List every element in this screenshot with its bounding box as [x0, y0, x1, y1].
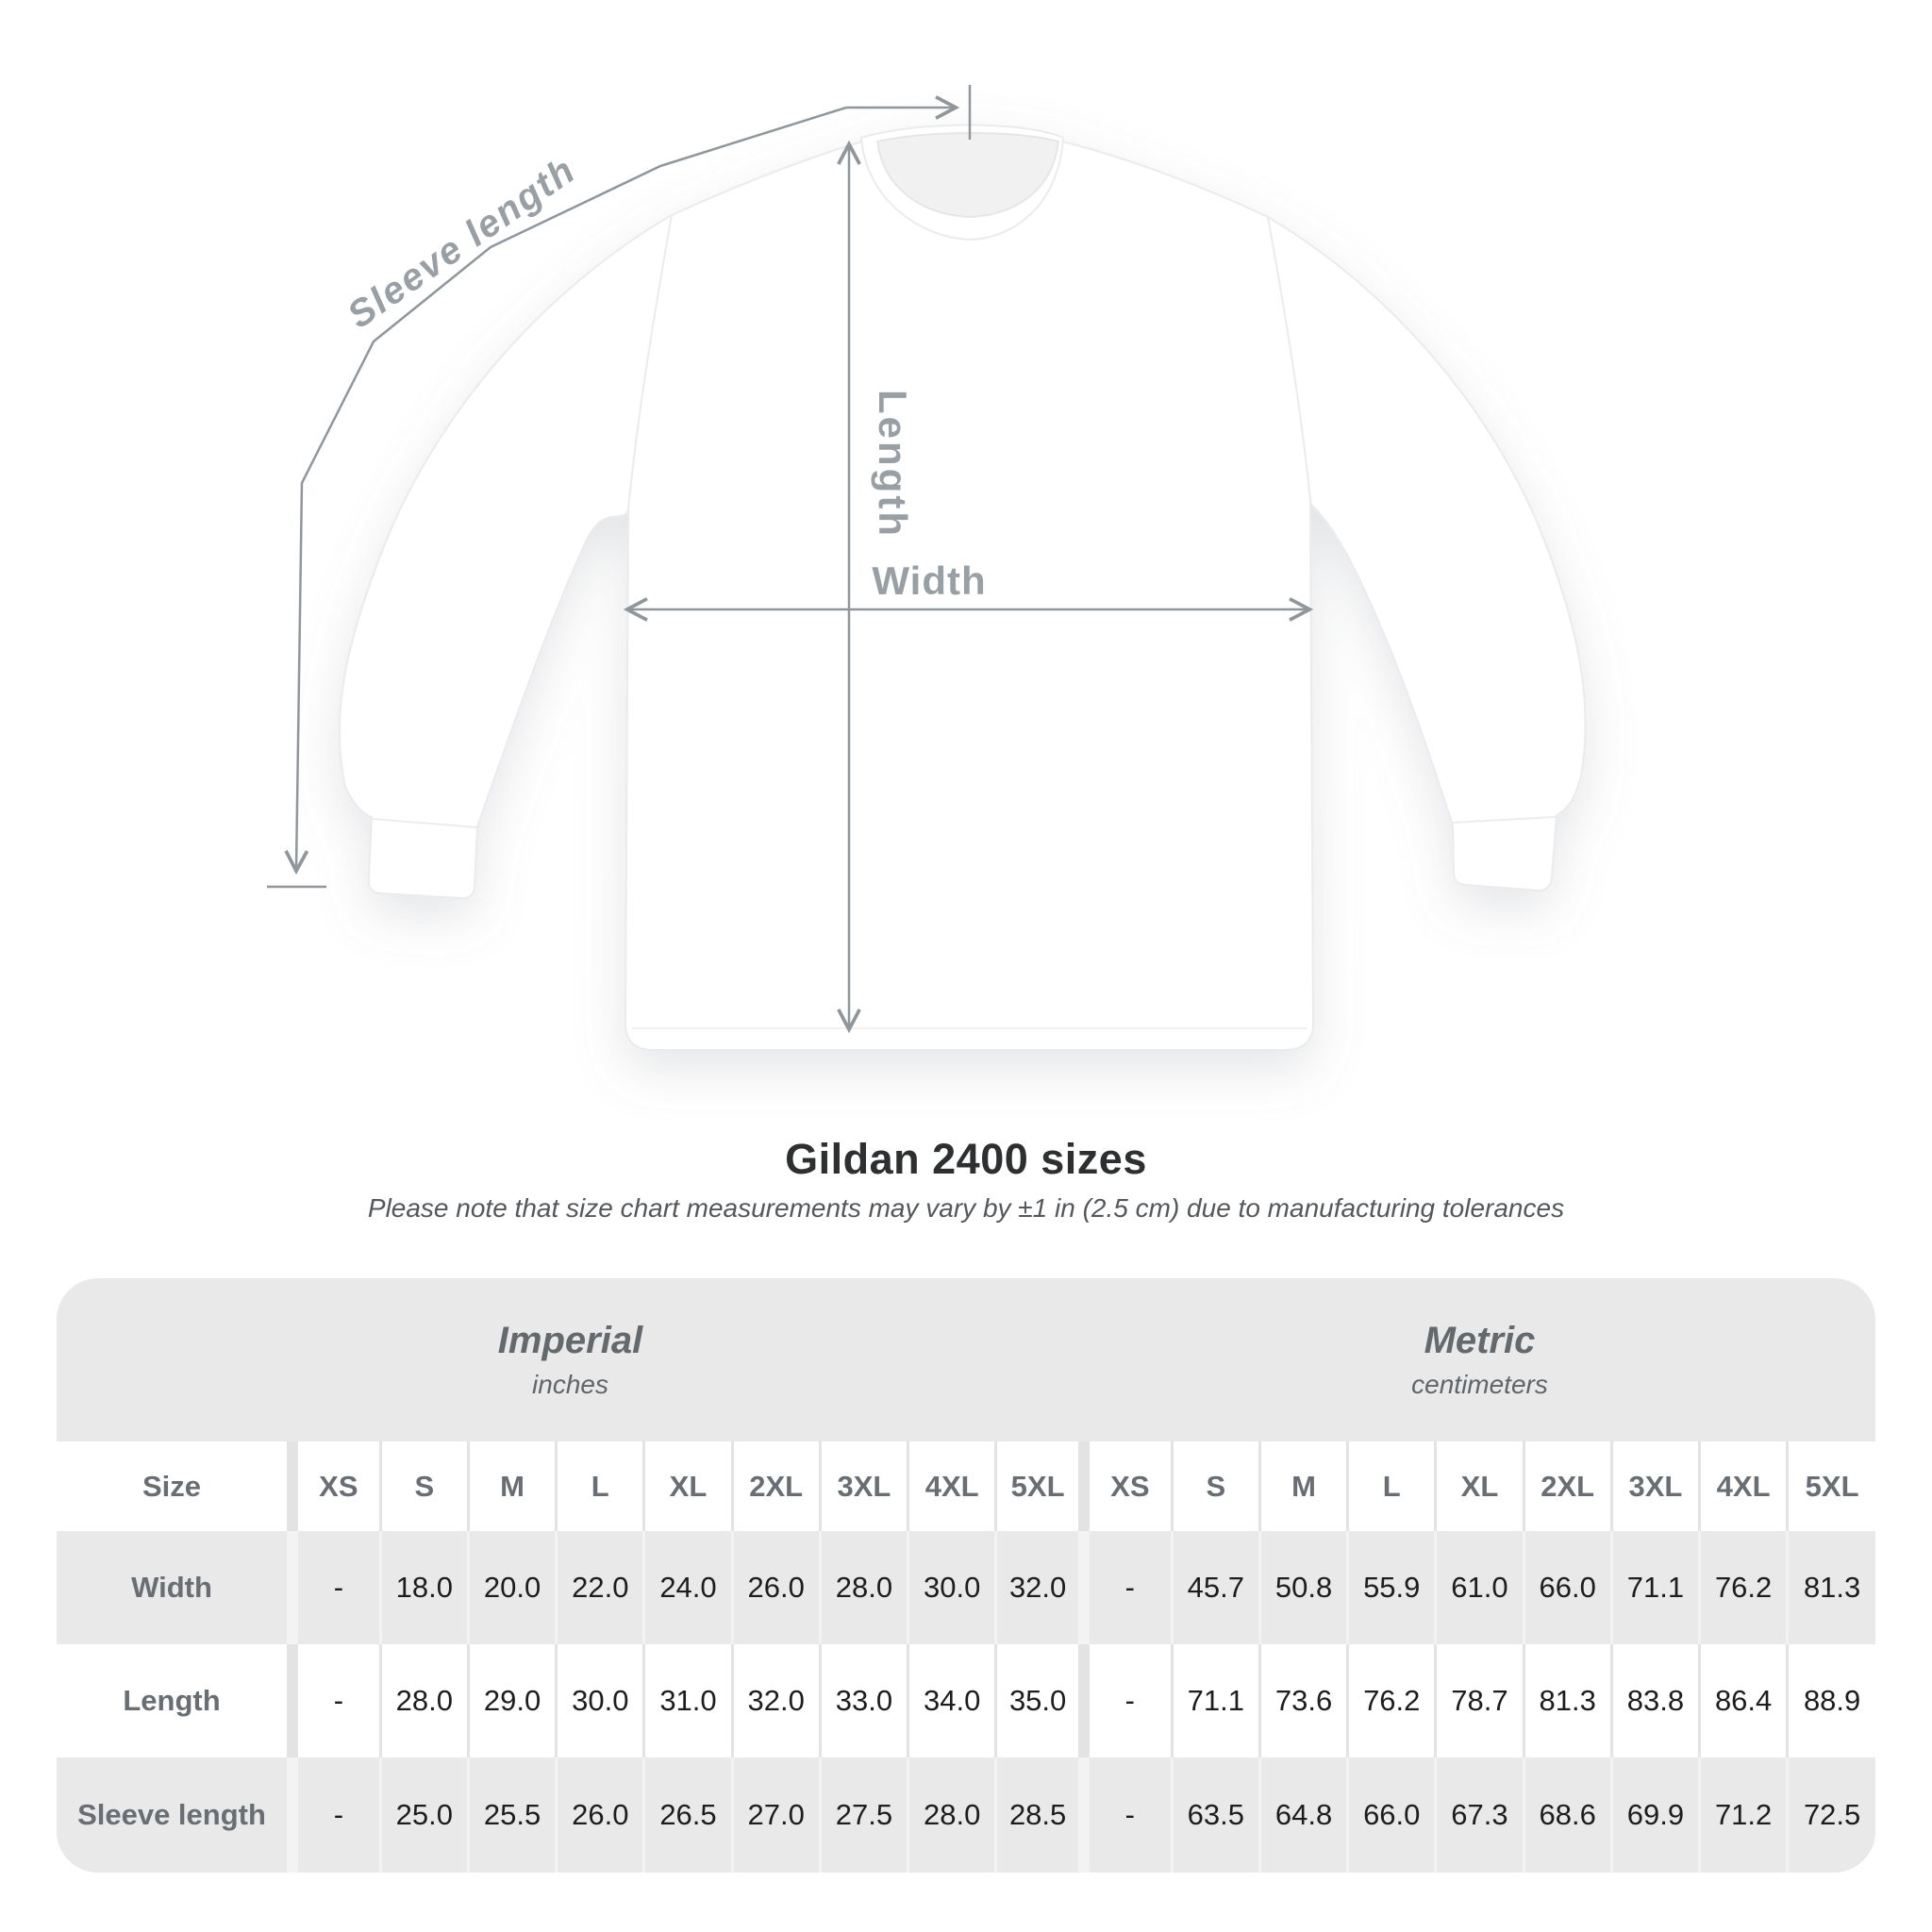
value-cell-metric: -: [1084, 1531, 1172, 1644]
unit-group-header: [57, 1278, 1875, 1441]
col-header-imperial-xs: XS: [292, 1441, 380, 1531]
value-cell-imperial: 31.0: [644, 1644, 732, 1757]
col-header-imperial-m: M: [468, 1441, 556, 1531]
value-cell-imperial: 28.0: [820, 1531, 908, 1644]
metric-group-label: Metric: [1424, 1320, 1536, 1361]
value-cell-imperial: 29.0: [468, 1644, 556, 1757]
value-cell-metric: 67.3: [1436, 1757, 1524, 1873]
imperial-group-header: [57, 1278, 1084, 1441]
imperial-group-label: Imperial: [497, 1320, 643, 1361]
sleeve-length-label: Sleeve length: [340, 148, 584, 337]
value-cell-metric: 45.7: [1172, 1531, 1259, 1644]
page-subtitle: Please note that size chart measurements may vary by ±1 in (2.5 cm) due to manufacturing tolerances: [367, 1193, 1565, 1223]
value-cell-imperial: 35.0: [996, 1644, 1084, 1757]
value-cell-metric: 63.5: [1172, 1757, 1259, 1873]
value-cell-imperial: 18.0: [380, 1531, 468, 1644]
col-header-imperial-s: S: [380, 1441, 468, 1531]
col-header-metric-3xl: 3XL: [1611, 1441, 1699, 1531]
col-header-metric-m: M: [1259, 1441, 1347, 1531]
value-cell-metric: 61.0: [1436, 1531, 1524, 1644]
table-header-row: [57, 1441, 1875, 1531]
col-header-imperial-5xl: 5XL: [996, 1441, 1084, 1531]
value-cell-imperial: 30.0: [557, 1644, 644, 1757]
col-header-metric-4xl: 4XL: [1700, 1441, 1788, 1531]
value-cell-metric: 68.6: [1524, 1757, 1611, 1873]
value-cell-imperial: 25.0: [380, 1757, 468, 1873]
value-cell-metric: 88.9: [1788, 1644, 1875, 1757]
value-cell-imperial: 22.0: [557, 1531, 644, 1644]
value-cell-metric: 71.1: [1611, 1531, 1699, 1644]
value-cell-imperial: 27.5: [820, 1757, 908, 1873]
value-cell-imperial: 26.0: [732, 1531, 820, 1644]
value-cell-imperial: 32.0: [732, 1644, 820, 1757]
value-cell-metric: 81.3: [1524, 1644, 1611, 1757]
table-row-sleeve-length: [57, 1757, 1875, 1873]
value-cell-metric: 69.9: [1611, 1757, 1699, 1873]
value-cell-metric: 71.1: [1172, 1644, 1259, 1757]
value-cell-metric: 55.9: [1348, 1531, 1436, 1644]
col-header-metric-2xl: 2XL: [1524, 1441, 1611, 1531]
size-table: [57, 1441, 1875, 1873]
value-cell-metric: -: [1084, 1644, 1172, 1757]
value-cell-imperial: 30.0: [908, 1531, 996, 1644]
value-cell-metric: 64.8: [1259, 1757, 1347, 1873]
value-cell-imperial: 33.0: [820, 1644, 908, 1757]
col-header-imperial-3xl: 3XL: [820, 1441, 908, 1531]
row-label: Width: [131, 1571, 212, 1604]
col-header-metric-l: L: [1348, 1441, 1436, 1531]
value-cell-metric: 76.2: [1348, 1644, 1436, 1757]
value-cell-metric: 86.4: [1700, 1644, 1788, 1757]
value-cell-imperial: 27.0: [732, 1757, 820, 1873]
value-cell-metric: 66.0: [1348, 1757, 1436, 1873]
size-chart-panel: [57, 1278, 1875, 1873]
col-header-imperial-2xl: 2XL: [732, 1441, 820, 1531]
page-title: Gildan 2400 sizes: [785, 1135, 1147, 1183]
value-cell-imperial: 24.0: [644, 1531, 732, 1644]
value-cell-imperial: 34.0: [908, 1644, 996, 1757]
col-header-imperial-l: L: [557, 1441, 644, 1531]
value-cell-imperial: 26.0: [557, 1757, 644, 1873]
value-cell-imperial: 25.5: [468, 1757, 556, 1873]
value-cell-metric: 83.8: [1611, 1644, 1699, 1757]
value-cell-metric: 81.3: [1788, 1531, 1875, 1644]
value-cell-metric: 78.7: [1436, 1644, 1524, 1757]
value-cell-imperial: 28.0: [380, 1644, 468, 1757]
col-header-metric-5xl: 5XL: [1788, 1441, 1875, 1531]
value-cell-imperial: -: [292, 1644, 380, 1757]
table-row-width: [57, 1531, 1875, 1644]
value-cell-metric: 50.8: [1259, 1531, 1347, 1644]
value-cell-metric: 73.6: [1259, 1644, 1347, 1757]
row-label: Length: [123, 1684, 221, 1717]
value-cell-metric: 72.5: [1788, 1757, 1875, 1873]
value-cell-metric: 76.2: [1700, 1531, 1788, 1644]
metric-group-unit: centimeters: [1411, 1370, 1548, 1399]
value-cell-imperial: 32.0: [996, 1531, 1084, 1644]
length-label: Length: [871, 390, 915, 539]
col-header-metric-xl: XL: [1436, 1441, 1524, 1531]
value-cell-imperial: 28.0: [908, 1757, 996, 1873]
table-row-length: [57, 1644, 1875, 1757]
value-cell-metric: 66.0: [1524, 1531, 1611, 1644]
value-cell-imperial: 28.5: [996, 1757, 1084, 1873]
value-cell-imperial: 26.5: [644, 1757, 732, 1873]
value-cell-imperial: -: [292, 1531, 380, 1644]
row-label: Sleeve length: [77, 1798, 266, 1831]
col-header-metric-xs: XS: [1084, 1441, 1172, 1531]
value-cell-metric: 71.2: [1700, 1757, 1788, 1873]
col-header-imperial-xl: XL: [644, 1441, 732, 1531]
size-column-header: Size: [142, 1469, 202, 1503]
value-cell-metric: -: [1084, 1757, 1172, 1873]
shirt-right-sleeve: [1268, 217, 1586, 891]
value-cell-imperial: -: [292, 1757, 380, 1873]
imperial-group-unit: inches: [532, 1370, 608, 1399]
value-cell-imperial: 20.0: [468, 1531, 556, 1644]
metric-group-header: [1084, 1278, 1875, 1441]
col-header-metric-s: S: [1172, 1441, 1259, 1531]
col-header-imperial-4xl: 4XL: [908, 1441, 996, 1531]
width-label: Width: [872, 558, 987, 603]
